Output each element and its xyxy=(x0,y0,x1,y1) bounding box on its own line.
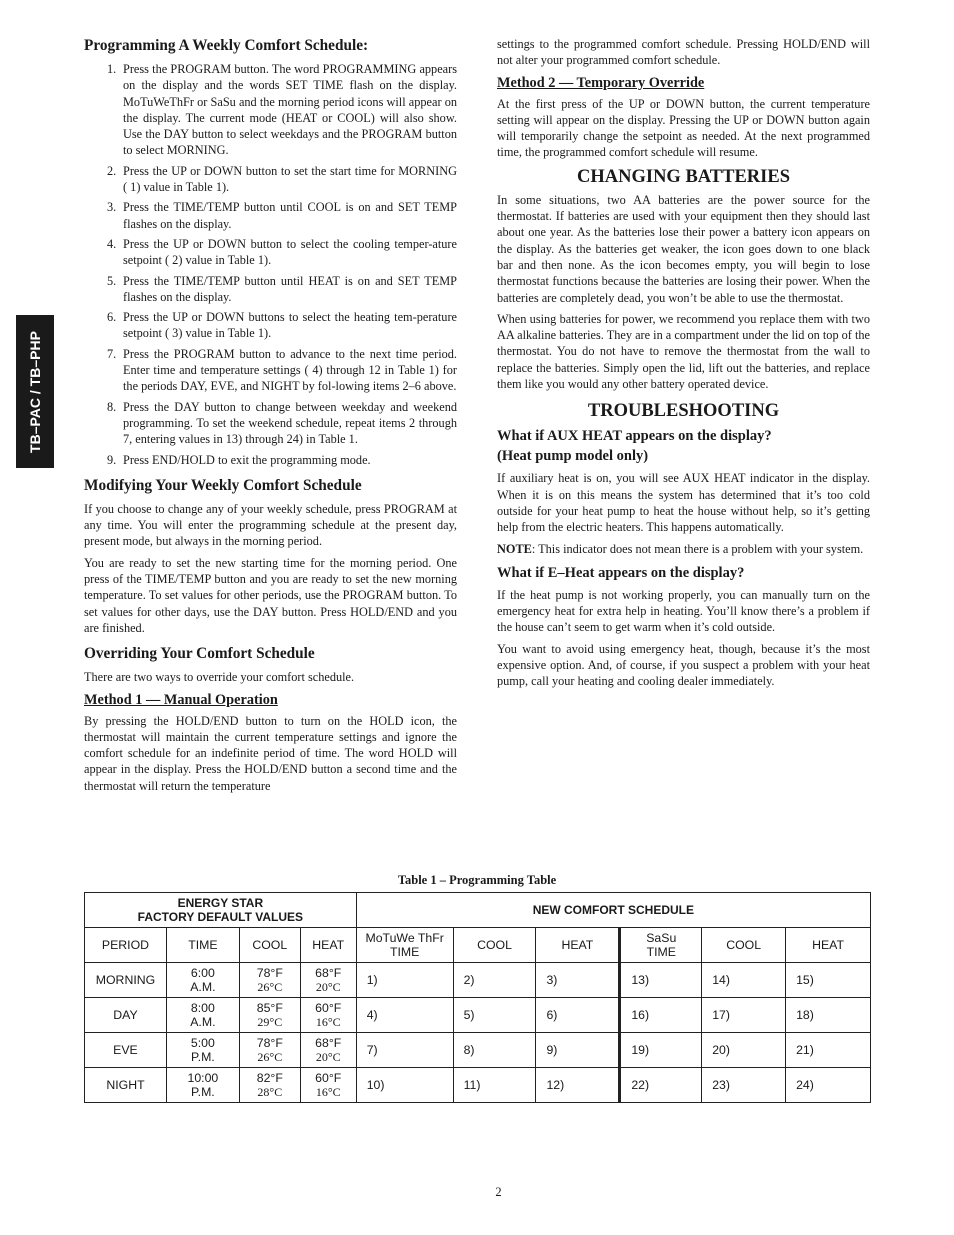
cell-weekday-time: 1) xyxy=(356,963,453,998)
cell-heat-default xyxy=(300,963,356,998)
side-tab xyxy=(16,315,54,468)
cell-weekend-time: 19) xyxy=(620,1033,702,1068)
step-item xyxy=(84,346,457,395)
cell-heat-f: 60°F xyxy=(315,1071,342,1085)
note-paragraph xyxy=(497,541,870,557)
question-aux-heat xyxy=(497,426,870,466)
cell-cool-c: 26°C xyxy=(257,1050,283,1064)
cell-weekday-heat: 12) xyxy=(536,1068,620,1103)
cell-weekend-time: 13) xyxy=(620,963,702,998)
col-weekday-time xyxy=(356,928,453,963)
method-2-paragraph: At the first press of the UP or DOWN button, the current temperature setting will appear on the display. Pressing the UP or DOWN button again will temporarily change the setpoint as needed. At the next programmed time, the programmed comfort schedule will resume. xyxy=(497,96,870,160)
step-item xyxy=(84,309,457,342)
cell-weekend-heat: 18) xyxy=(786,998,871,1033)
cell-weekday-cool: 8) xyxy=(453,1033,536,1068)
cell-time-value: 10:00 xyxy=(187,1071,219,1085)
cell-heat-default xyxy=(300,1033,356,1068)
col-weekend-time xyxy=(620,928,702,963)
override-paragraph: There are two ways to override your comfort schedule. xyxy=(84,670,355,685)
factory-defaults-header-line1: ENERGY STAR xyxy=(177,896,264,910)
cell-time-value: 8:00 xyxy=(190,1001,215,1015)
cell-weekday-cool: 2) xyxy=(453,963,536,998)
cell-weekend-heat: 24) xyxy=(786,1068,871,1103)
cell-weekend-cool: 20) xyxy=(702,1033,786,1068)
modify-paragraph-2: You are ready to set the new starting time for the morning period. One press of the TIME/TEMP button and you are ready to set the new morning temperature. To set values for other periods, use the PROGRAM button. To set values for other days, use the DAY button. Press HOLD/END and you are finished. xyxy=(84,555,457,635)
col-weekend-time-line1: SaSu xyxy=(646,931,677,945)
cell-period: MORNING xyxy=(85,963,167,998)
cell-weekend-heat: 21) xyxy=(786,1033,871,1068)
col-weekend-heat: HEAT xyxy=(786,928,871,963)
cell-time-value: 5:00 xyxy=(190,1036,215,1050)
step-number: 7. xyxy=(107,346,117,361)
col-cool: COOL xyxy=(239,928,300,963)
step-number: 9. xyxy=(107,452,117,467)
table-caption: Table 1 – Programming Table xyxy=(397,873,557,887)
step-text: Press the TIME/TEMP button until HEAT is on and SET TEMP flashes on the display. xyxy=(123,273,457,304)
cell-weekday-time: 7) xyxy=(356,1033,453,1068)
method-1-heading: Method 1 — Manual Operation xyxy=(84,691,278,708)
cell-cool-f: 78°F xyxy=(256,1036,283,1050)
new-schedule-header: NEW COMFORT SCHEDULE xyxy=(356,893,870,928)
heading-override-schedule: Overriding Your Comfort Schedule xyxy=(84,645,315,663)
cell-weekday-heat: 9) xyxy=(536,1033,620,1068)
e-heat-paragraph-1: If the heat pump is not working properly, you can manually turn on the emergency heat for extra help in heating. You’ll know there’s a problem if the house can’t seem to get warm when it’s cold outside. xyxy=(497,587,870,635)
left-column xyxy=(84,36,457,799)
cell-cool-c: 28°C xyxy=(257,1085,283,1099)
e-heat-paragraph-2: You want to avoid using emergency heat, though, because it’s the most expensive option. And, of course, if you suspect a problem with your heat pump, call your heating and cooling dealer immediately. xyxy=(497,641,870,689)
step-item xyxy=(84,61,457,159)
step-text: Press the DAY button to change between weekday and weekend programming. To set the weekend schedule, repeat items 2 through 7, entering values in 13) through 24) in Table 1. xyxy=(123,399,457,447)
cell-cool-f: 85°F xyxy=(256,1001,283,1015)
step-item xyxy=(84,399,457,448)
cell-heat-c: 16°C xyxy=(315,1085,341,1099)
step-number: 5. xyxy=(107,273,117,288)
note-text: : This indicator does not mean there is a problem with your system. xyxy=(531,541,864,556)
col-weekday-heat: HEAT xyxy=(536,928,620,963)
cell-heat-f: 60°F xyxy=(315,1001,342,1015)
col-time: TIME xyxy=(166,928,239,963)
cell-weekday-heat: 3) xyxy=(536,963,620,998)
cell-weekday-time: 4) xyxy=(356,998,453,1033)
cell-period: EVE xyxy=(85,1033,167,1068)
step-item xyxy=(84,236,457,269)
question-e-heat: What if E–Heat appears on the display? xyxy=(497,564,745,581)
col-weekday-time-line2: TIME xyxy=(389,945,420,959)
step-text: Press the TIME/TEMP button until COOL is on and SET TEMP flashes on the display. xyxy=(123,200,457,231)
question-aux-heat-line2: (Heat pump model only) xyxy=(497,448,649,465)
col-weekday-cool: COOL xyxy=(453,928,536,963)
step-text: Press the UP or DOWN button to set the start time for MORNING ( 1) value in Table 1). xyxy=(123,163,457,195)
right-column xyxy=(497,36,870,695)
step-number: 8. xyxy=(107,399,117,414)
factory-defaults-header xyxy=(85,893,357,928)
cell-cool-f: 78°F xyxy=(256,966,283,980)
cell-time xyxy=(166,1068,239,1103)
table-row xyxy=(85,1033,871,1068)
cell-time-value: 6:00 xyxy=(190,966,215,980)
step-text: Press the UP or DOWN buttons to select the heating tem-perature setpoint ( 3) value in Table 1). xyxy=(123,310,457,341)
step-item xyxy=(84,273,457,306)
method-2-heading: Method 2 — Temporary Override xyxy=(497,74,705,91)
page-number: 2 xyxy=(495,1185,502,1199)
modify-paragraph-1: If you choose to change any of your weekly schedule, press PROGRAM at any time. You will enter the programming schedule at the present day, present mode, but always in the morning period. xyxy=(84,501,457,549)
programming-table xyxy=(84,892,871,1103)
cell-weekend-cool: 14) xyxy=(702,963,786,998)
col-heat: HEAT xyxy=(300,928,356,963)
cell-cool-f: 82°F xyxy=(256,1071,283,1085)
col-weekend-time-line2: TIME xyxy=(646,945,676,959)
step-number: 2. xyxy=(107,163,117,178)
factory-defaults-header-line2: FACTORY DEFAULT VALUES xyxy=(137,910,304,924)
heading-troubleshooting: TROUBLESHOOTING xyxy=(587,401,780,422)
batteries-paragraph-2: When using batteries for power, we recommend you replace them with two AA alkaline batteries. They are in a compartment under the lid on top of the thermostat. You do not have to remove the thermostat from the wall to replace the batteries. Simply open the lid, lift out the batteries, and replace them like you would any other battery operated device. xyxy=(497,311,871,392)
step-text: Press the PROGRAM button. The word PROGRAMMING appears on the display and the words SET TIME flash on the display. MoTuWeThFr or SaSu and the morning period icons will appear on the display. The current mode (HEAT or COOL) will also show. Use the DAY button to select weekdays and the PROGRAM button to select MORNING. xyxy=(123,62,457,158)
table-row xyxy=(85,1068,871,1103)
heading-modify-schedule: Modifying Your Weekly Comfort Schedule xyxy=(84,476,362,494)
cell-weekday-cool: 11) xyxy=(453,1068,536,1103)
col-weekend-cool: COOL xyxy=(702,928,786,963)
steps-list xyxy=(84,61,457,468)
cell-heat-f: 68°F xyxy=(315,966,342,980)
side-tab-label: TB–PAC / TB–PHP xyxy=(27,330,43,453)
step-number: 3. xyxy=(107,200,117,215)
cell-heat-f: 68°F xyxy=(315,1036,342,1050)
step-text: Press END/HOLD to exit the programming mode. xyxy=(123,452,371,467)
cell-time-ampm: A.M. xyxy=(190,1015,216,1029)
question-aux-heat-line1: What if AUX HEAT appears on the display? xyxy=(497,428,772,445)
aux-heat-paragraph: If auxiliary heat is on, you will see AUX HEAT indicator in the display. When it is on this means the system has determined that it’s too cold outside for your heat pump to heat the house without help, so it’s getting help from the electric heaters. This happens automatically. xyxy=(497,471,870,535)
table-row xyxy=(85,963,871,998)
cell-heat-c: 20°C xyxy=(315,980,341,994)
cell-period: DAY xyxy=(85,998,167,1033)
cell-cool-default xyxy=(239,1033,300,1068)
cell-time xyxy=(166,998,239,1033)
step-number: 6. xyxy=(107,310,117,325)
heading-weekly-schedule: Programming A Weekly Comfort Schedule: xyxy=(84,37,369,54)
cell-cool-default xyxy=(239,1068,300,1103)
step-item xyxy=(84,452,457,468)
col-period: PERIOD xyxy=(85,928,167,963)
cell-weekend-cool: 23) xyxy=(702,1068,786,1103)
cell-cool-default xyxy=(239,963,300,998)
cell-time-ampm: A.M. xyxy=(190,980,216,994)
heading-changing-batteries: CHANGING BATTERIES xyxy=(577,166,790,187)
cell-weekend-cool: 17) xyxy=(702,998,786,1033)
table-body xyxy=(85,963,871,1103)
cell-weekday-heat: 6) xyxy=(536,998,620,1033)
cell-heat-default xyxy=(300,998,356,1033)
step-number: 1. xyxy=(107,62,117,76)
step-text: Press the UP or DOWN button to select the cooling temper-ature setpoint ( 2) value in Table 1). xyxy=(123,236,457,268)
cell-heat-c: 20°C xyxy=(315,1050,341,1064)
cell-weekend-heat: 15) xyxy=(786,963,871,998)
note-label: NOTE xyxy=(497,541,532,556)
cell-weekend-time: 22) xyxy=(620,1068,702,1103)
cell-time-ampm: P.M. xyxy=(191,1050,215,1064)
cell-heat-c: 16°C xyxy=(315,1015,341,1029)
cell-time-ampm: P.M. xyxy=(191,1085,215,1099)
step-text: Press the PROGRAM button to advance to the next time period. Enter time and temperature settings ( 4) through 12 in Table 1) for the periods DAY, EVE, and NIGHT by fol-lowing items 2–6 above. xyxy=(123,346,457,394)
step-item xyxy=(84,163,457,196)
cell-weekday-time: 10) xyxy=(356,1068,453,1103)
cell-weekend-time: 16) xyxy=(620,998,702,1033)
continued-paragraph: settings to the programmed comfort schedule. Pressing HOLD/END will not alter your programmed comfort schedule. xyxy=(497,37,870,68)
method-1-paragraph: By pressing the HOLD/END button to turn on the HOLD icon, the thermostat will maintain the current temperature settings and ignore the comfort schedule for an indefinite period of time. The word HOLD will appear in the display. Press the HOLD/END button a second time and the thermostat will return the temperature xyxy=(84,713,457,793)
cell-time xyxy=(166,1033,239,1068)
cell-period: NIGHT xyxy=(85,1068,167,1103)
table-row xyxy=(85,998,871,1033)
cell-heat-default xyxy=(300,1068,356,1103)
cell-cool-c: 29°C xyxy=(257,1015,283,1029)
col-weekday-time-line1: MoTuWe ThFr xyxy=(365,931,444,945)
batteries-paragraph-1: In some situations, two AA batteries are the power source for the thermostat. If batteries are used with your equipment then they should last about one year. As the batteries lose their power a battery icon appears on the display. As the batteries get weaker, the icon goes down to one black bar and then none. As the icon becomes empty, you will begin to lose thermostat functions because the batteries are losing their power. When the batteries are completely dead, you won’t be able to use the thermostat. xyxy=(497,192,870,305)
cell-cool-default xyxy=(239,998,300,1033)
step-number: 4. xyxy=(107,236,117,251)
step-item xyxy=(84,199,457,232)
cell-cool-c: 26°C xyxy=(257,980,283,994)
cell-time xyxy=(166,963,239,998)
cell-weekday-cool: 5) xyxy=(453,998,536,1033)
